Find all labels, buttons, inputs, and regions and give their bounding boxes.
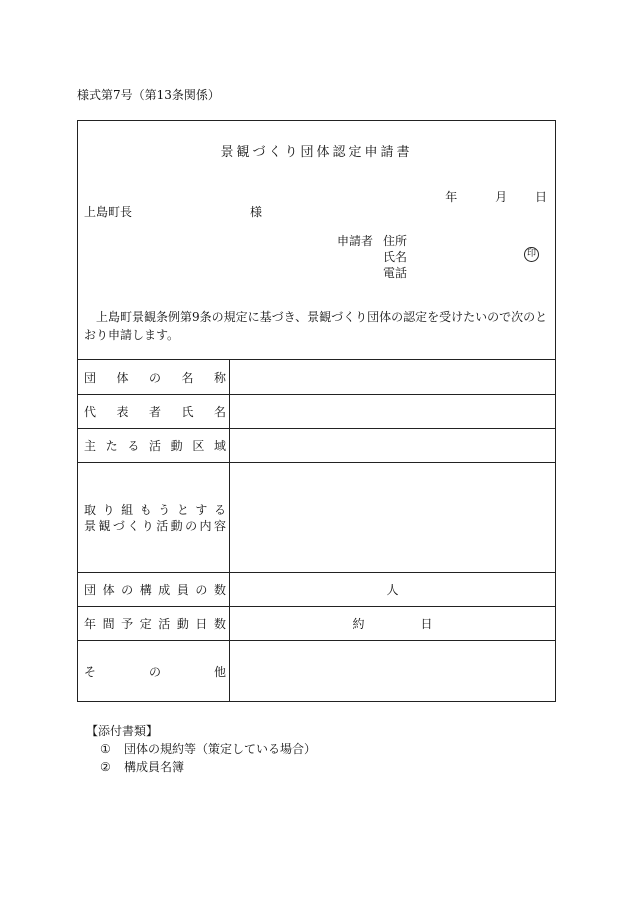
form-title: 景観づくり団体認定申請書 — [220, 145, 413, 160]
table-row — [78, 607, 555, 641]
table-row — [78, 641, 555, 702]
attachment-text: 団体の規約等（策定している場合） — [124, 742, 317, 756]
other-field[interactable] — [230, 641, 555, 702]
applicant-label: 申請者 — [337, 234, 374, 248]
row-label-activity-content-1: 取り組もうとする — [84, 502, 226, 517]
members-field[interactable] — [230, 573, 555, 606]
row-label-activity-content-2: 景観づくり活動の内容 — [84, 518, 226, 533]
attachment-number: ① — [100, 742, 111, 756]
table-row — [78, 573, 555, 607]
addressee — [84, 203, 263, 220]
attachment-number: ② — [100, 760, 111, 774]
attachment-item — [86, 740, 316, 758]
row-label-activity-area: 主たる活動区域 — [84, 439, 226, 453]
members-unit: 人 — [386, 583, 399, 597]
row-label-activity-days: 年間予定活動日数 — [84, 617, 226, 631]
row-label-group-name: 団体の名称 — [84, 370, 226, 385]
activity-days-prefix: 約 — [352, 617, 365, 631]
group-name-field[interactable] — [230, 360, 555, 394]
activity-days-unit: 日 — [420, 617, 433, 631]
date-line — [445, 188, 547, 205]
attachment-item — [86, 758, 316, 776]
applicant-block — [337, 233, 407, 281]
row-label-other: その他 — [84, 665, 226, 679]
table-row — [78, 395, 555, 429]
form-table — [78, 359, 555, 702]
applicant-name-label: 氏名 — [383, 250, 408, 264]
activity-days-field[interactable] — [230, 607, 555, 640]
addressee-honorific: 様 — [250, 205, 263, 219]
form-number: 様式第7号（第13条関係） — [77, 88, 220, 102]
table-row — [78, 463, 555, 573]
attachment-text: 構成員名簿 — [124, 760, 185, 774]
date-day: 日 — [534, 190, 547, 204]
activity-content-field[interactable] — [230, 463, 555, 572]
applicant-address-label: 住所 — [383, 234, 408, 248]
row-label-members: 団体の構成員の数 — [84, 583, 226, 597]
representative-field[interactable] — [230, 395, 555, 428]
activity-area-field[interactable] — [230, 429, 555, 462]
addressee-name: 上島町長 — [84, 205, 133, 219]
intro-text: 上島町景観条例第9条の規定に基づき、景観づくり団体の認定を受けたいので次のとおり申請します。 — [84, 310, 548, 342]
seal-mark: 印 — [524, 247, 539, 262]
application-form — [77, 120, 556, 702]
attachments — [86, 722, 316, 776]
row-label-representative: 代表者氏名 — [84, 405, 226, 419]
table-row — [78, 360, 555, 395]
applicant-phone-label: 電話 — [383, 266, 408, 280]
date-year: 年 — [445, 190, 458, 204]
table-row — [78, 429, 555, 463]
date-month: 月 — [495, 190, 508, 204]
attachments-heading: 【添付書類】 — [86, 724, 159, 738]
